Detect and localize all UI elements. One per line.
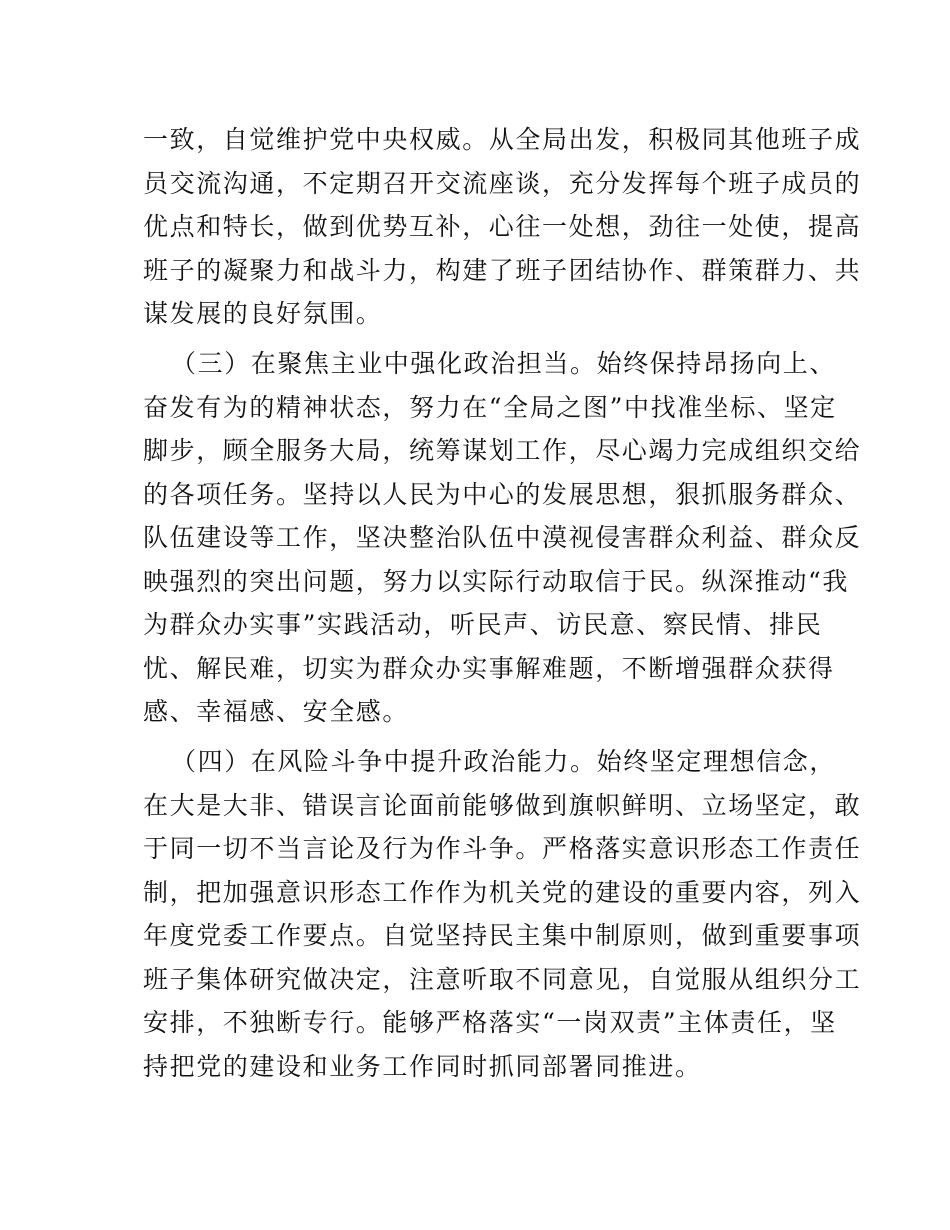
text-line: 班子的凝聚力和战斗力，构建了班子团结协作、群策群力、共 — [143, 255, 862, 285]
text-line: （三）在聚焦主业中强化政治担当。始终保持昂扬向上、 — [171, 349, 837, 378]
text-line: （四）在风险斗争中提升政治能力。始终坚定理想信念， — [171, 747, 837, 776]
paragraph-section-4 — [143, 740, 862, 1088]
text-line: 队伍建设等工作，坚决整治队伍中漠视侵害群众利益、群众反 — [143, 523, 862, 552]
text-line: 优点和特长，做到优势互补，心往一处想，劲往一处使，提高 — [143, 212, 862, 241]
text-line: 为群众办实事”实践活动，听民声、访民意、察民情、排民 — [143, 610, 823, 639]
text-line: 持把党的建设和业务工作同时抓同部署同推进。 — [143, 1051, 702, 1081]
text-line: 的各项任务。坚持以人民为中心的发展思想，狠抓服务群众、 — [143, 479, 862, 509]
text-line: 感、幸福感、安全感。 — [143, 697, 410, 726]
paragraph-section-3 — [143, 342, 862, 734]
text-line: 脚步，顾全服务大局，统筹谋划工作，尽心竭力完成组织交给 — [143, 436, 862, 465]
text-line: 于同一切不当言论及行为作斗争。严格落实意识形态工作责任 — [143, 834, 862, 863]
text-line: 忧、解民难，切实为群众办实事解难题，不断增强群众获得 — [143, 653, 835, 683]
text-line: 班子集体研究做决定，注意听取不同意见，自觉服从组织分工 — [143, 964, 862, 994]
text-line: 安排，不独断专行。能够严格落实“一岗双责”主体责任，坚 — [143, 1008, 837, 1037]
text-line: 一致，自觉维护党中央权威。从全局出发，积极同其他班子成 — [143, 125, 862, 154]
text-line: 年度党委工作要点。自觉坚持民主集中制原则，做到重要事项 — [143, 921, 862, 950]
text-line: 奋发有为的精神状态，努力在“全局之图”中找准坐标、坚定 — [143, 392, 837, 422]
text-line: 映强烈的突出问题，努力以实际行动取信于民。纵深推动“我 — [143, 566, 849, 596]
paragraph-continuation — [143, 118, 862, 336]
text-line: 员交流沟通，不定期召开交流座谈，充分发挥每个班子成员的 — [143, 168, 862, 198]
text-line: 在大是大非、错误言论面前能够做到旗帜鲜明、立场坚定，敢 — [143, 790, 862, 820]
text-line: 谋发展的良好氛围。 — [143, 299, 383, 328]
text-line: 制，把加强意识形态工作作为机关党的建设的重要内容，列入 — [143, 877, 862, 907]
